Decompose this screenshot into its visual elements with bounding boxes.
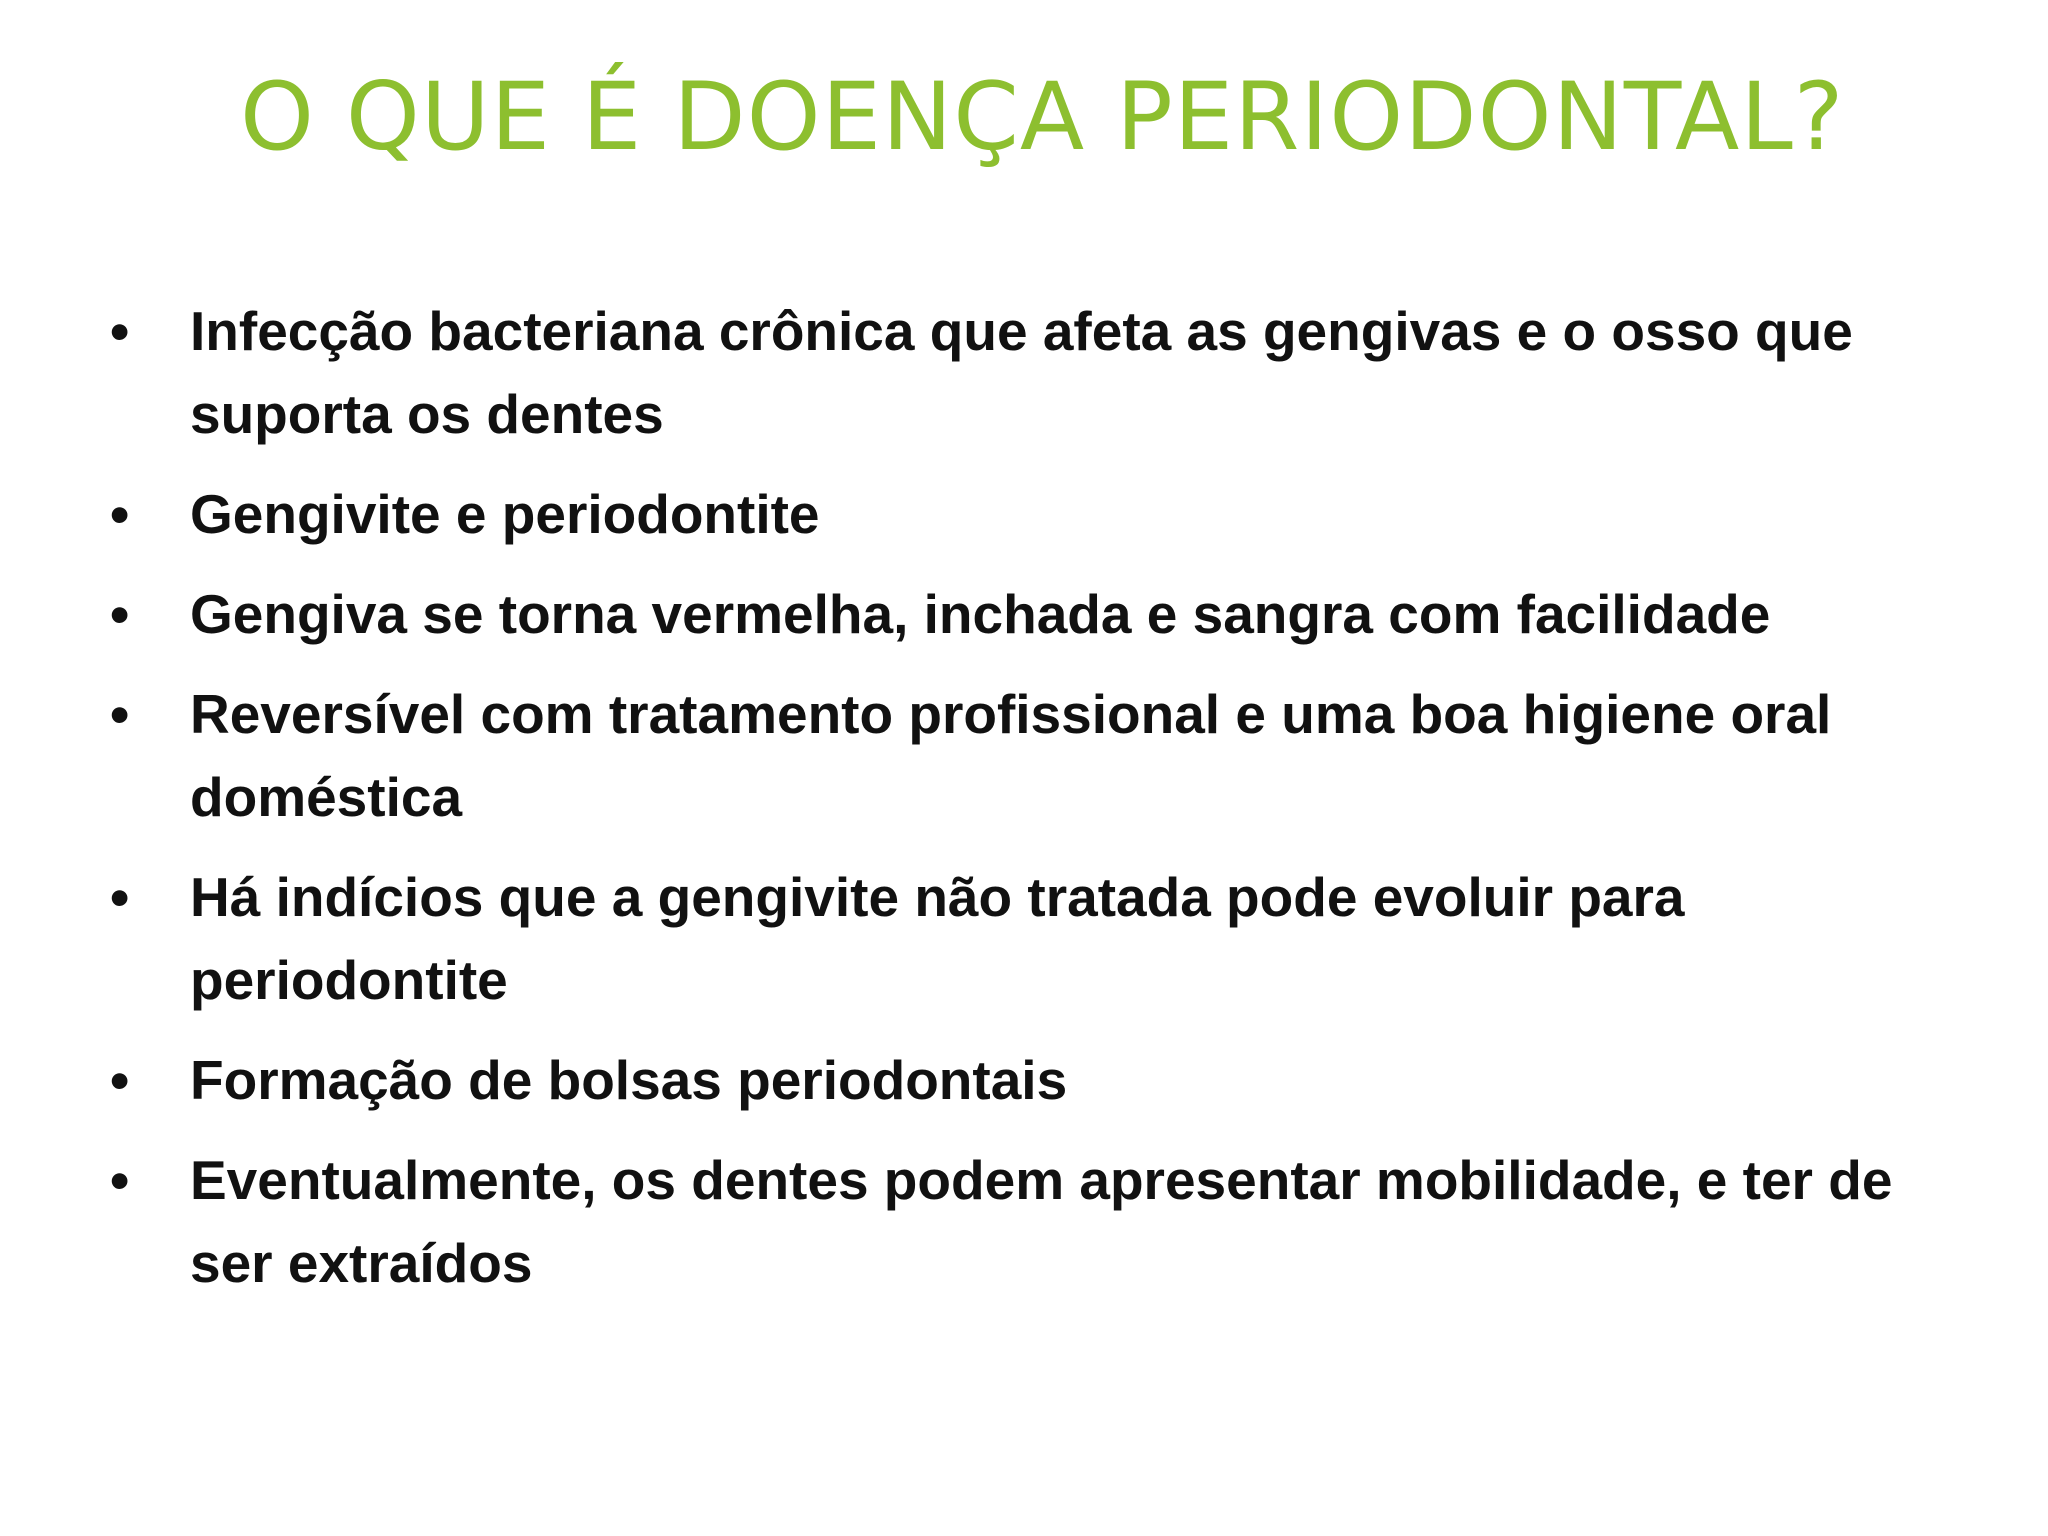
bullet-text: Reversível com tratamento profissional e uma boa higiene oral doméstica — [190, 683, 1832, 828]
bullet-item — [108, 473, 1948, 556]
bullet-marker: • — [110, 683, 130, 745]
slide-title: O QUE É DOENÇA PERIODONTAL? — [240, 63, 1845, 172]
bullet-list — [108, 290, 1948, 1322]
bullet-item — [108, 1139, 1948, 1305]
bullet-text: Eventualmente, os dentes podem apresentar mobilidade, e ter de ser extraídos — [190, 1149, 1893, 1294]
bullet-text: Infecção bacteriana crônica que afeta as gengivas e o osso que suporta os dentes — [190, 300, 1853, 445]
bullet-text: Gengivite e periodontite — [190, 483, 820, 545]
bullet-marker: • — [110, 1149, 130, 1211]
bullet-text: Gengiva se torna vermelha, inchada e sangra com facilidade — [190, 583, 1771, 645]
bullet-marker: • — [110, 1049, 130, 1111]
bullet-item — [108, 856, 1948, 1022]
bullet-item — [108, 1039, 1948, 1122]
bullet-marker: • — [110, 583, 130, 645]
bullet-item — [108, 573, 1948, 656]
bullet-text: Há indícios que a gengivite não tratada pode evoluir para periodontite — [190, 866, 1685, 1011]
bullet-item — [108, 673, 1948, 839]
bullet-marker: • — [110, 866, 130, 928]
bullet-item — [108, 290, 1948, 456]
bullet-text: Formação de bolsas periodontais — [190, 1049, 1068, 1111]
bullet-marker: • — [110, 300, 130, 362]
bullet-marker: • — [110, 483, 130, 545]
